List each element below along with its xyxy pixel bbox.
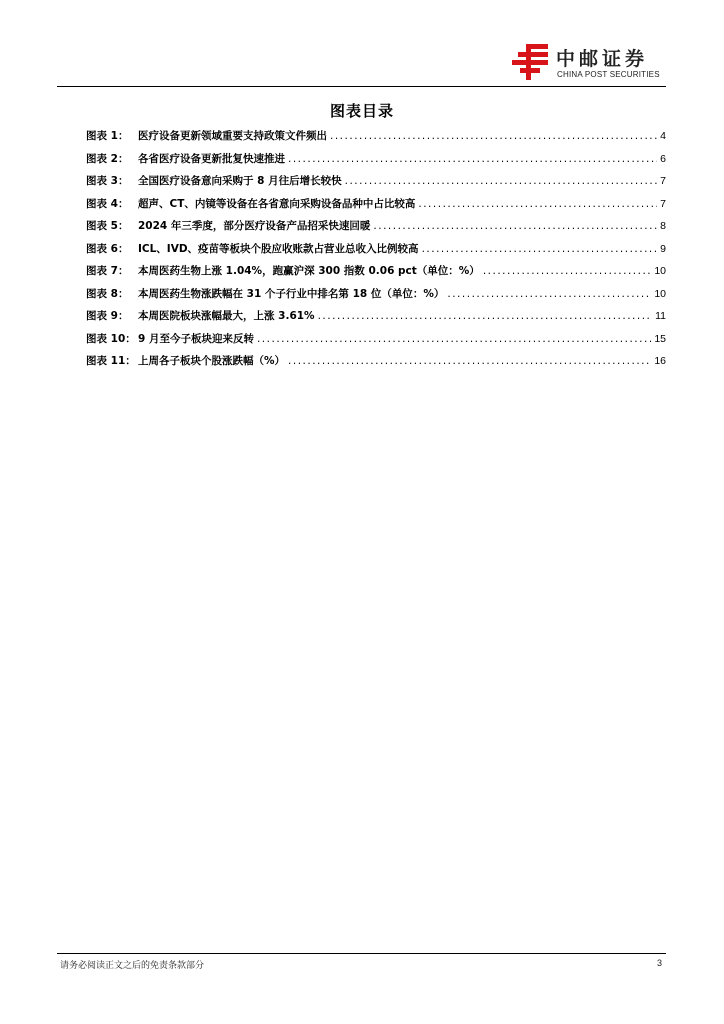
footer-divider <box>57 953 666 954</box>
toc-entry-page[interactable]: 11 <box>655 310 666 322</box>
toc-entry[interactable] <box>86 308 666 331</box>
footer-disclaimer: 请务必阅读正文之后的免责条款部分 <box>60 961 205 971</box>
toc-entry-text[interactable]: 9 月至今子板块迎来反转 <box>138 332 254 345</box>
toc-entry-page[interactable]: 7 <box>660 197 666 210</box>
toc-title: 图表目录 <box>329 102 394 120</box>
toc-leader-dots <box>345 175 658 187</box>
toc-entry[interactable] <box>86 263 666 286</box>
toc-leader-dots <box>483 265 652 277</box>
toc-entry-text[interactable]: 医疗设备更新领域重要支持政策文件频出 <box>138 130 327 142</box>
toc-entry-label: 图表 6： <box>86 242 129 255</box>
toc-entry-label: 图表 2： <box>86 152 129 165</box>
toc-entry[interactable] <box>86 241 666 264</box>
toc-entry-text[interactable]: 本周医药生物上涨 1.04%，跑赢沪深 300 指数 0.06 pct（单位：%） <box>138 265 480 277</box>
toc-entry-text[interactable]: 各省医疗设备更新批复快速推进 <box>138 152 285 165</box>
toc-entry[interactable] <box>86 286 666 309</box>
toc-entry-page[interactable]: 10 <box>654 287 666 300</box>
toc-leader-dots <box>288 153 657 165</box>
toc-entry-text[interactable]: 2024 年三季度，部分医疗设备产品招采快速回暖 <box>138 220 371 232</box>
toc-entry[interactable] <box>86 173 666 196</box>
brand-name-en: CHINA POST SECURITIES <box>557 70 660 79</box>
page-number: 3 <box>656 958 662 968</box>
toc-leader-dots <box>318 310 653 322</box>
toc-entry-page[interactable]: 16 <box>654 355 666 367</box>
toc-entry-text[interactable]: 上周各子板块个股涨跌幅（%） <box>138 355 286 367</box>
brand-name-cn: 中邮证券 <box>556 48 649 70</box>
toc-entry-label: 图表 7： <box>86 265 129 277</box>
toc-entry-text[interactable]: ICL、IVD、疫苗等板块个股应收账款占营业总收入比例较高 <box>138 242 419 255</box>
toc-leader-dots <box>288 355 651 367</box>
toc-entry-label: 图表 10： <box>86 332 136 345</box>
toc-leader-dots <box>418 198 657 210</box>
toc-entry-page[interactable]: 9 <box>660 242 666 255</box>
toc-leader-dots <box>373 220 657 232</box>
toc-leader-dots <box>422 243 658 255</box>
toc-entry[interactable] <box>86 218 666 241</box>
header-divider <box>57 86 666 87</box>
toc-entry-page[interactable]: 10 <box>654 265 666 277</box>
toc-entry[interactable] <box>86 151 666 174</box>
toc-entry-page[interactable]: 7 <box>660 175 666 187</box>
toc-leader-dots <box>330 130 657 142</box>
toc-list <box>86 128 666 376</box>
toc-entry-text[interactable]: 超声、CT、内镜等设备在各省意向采购设备品种中占比较高 <box>138 197 416 210</box>
toc-entry-page[interactable]: 4 <box>660 130 666 142</box>
toc-leader-dots <box>257 333 651 345</box>
toc-entry[interactable] <box>86 331 666 354</box>
toc-entry-text[interactable]: 本周医院板块涨幅最大，上涨 3.61% <box>138 310 315 322</box>
toc-entry[interactable] <box>86 353 666 376</box>
toc-entry-label: 图表 4： <box>86 197 129 210</box>
toc-entry-label: 图表 1： <box>86 130 129 142</box>
toc-entry-label: 图表 9： <box>86 310 129 322</box>
china-post-logo-icon <box>512 44 552 80</box>
toc-entry-text[interactable]: 本周医药生物涨跌幅在 31 个子行业中排名第 18 位（单位：%） <box>138 287 445 300</box>
toc-entry-page[interactable]: 6 <box>660 152 666 165</box>
toc-entry[interactable] <box>86 196 666 219</box>
toc-entry-page[interactable]: 8 <box>660 220 666 232</box>
toc-leader-dots <box>447 288 651 300</box>
toc-entry-label: 图表 3： <box>86 175 129 187</box>
toc-entry-label: 图表 5： <box>86 220 129 232</box>
toc-entry-text[interactable]: 全国医疗设备意向采购于 8 月往后增长较快 <box>138 175 342 187</box>
toc-entry-label: 图表 8： <box>86 287 129 300</box>
header-logo <box>512 44 672 80</box>
toc-entry-label: 图表 11： <box>86 355 136 367</box>
toc-entry[interactable] <box>86 128 666 151</box>
toc-entry-page[interactable]: 15 <box>654 332 666 345</box>
